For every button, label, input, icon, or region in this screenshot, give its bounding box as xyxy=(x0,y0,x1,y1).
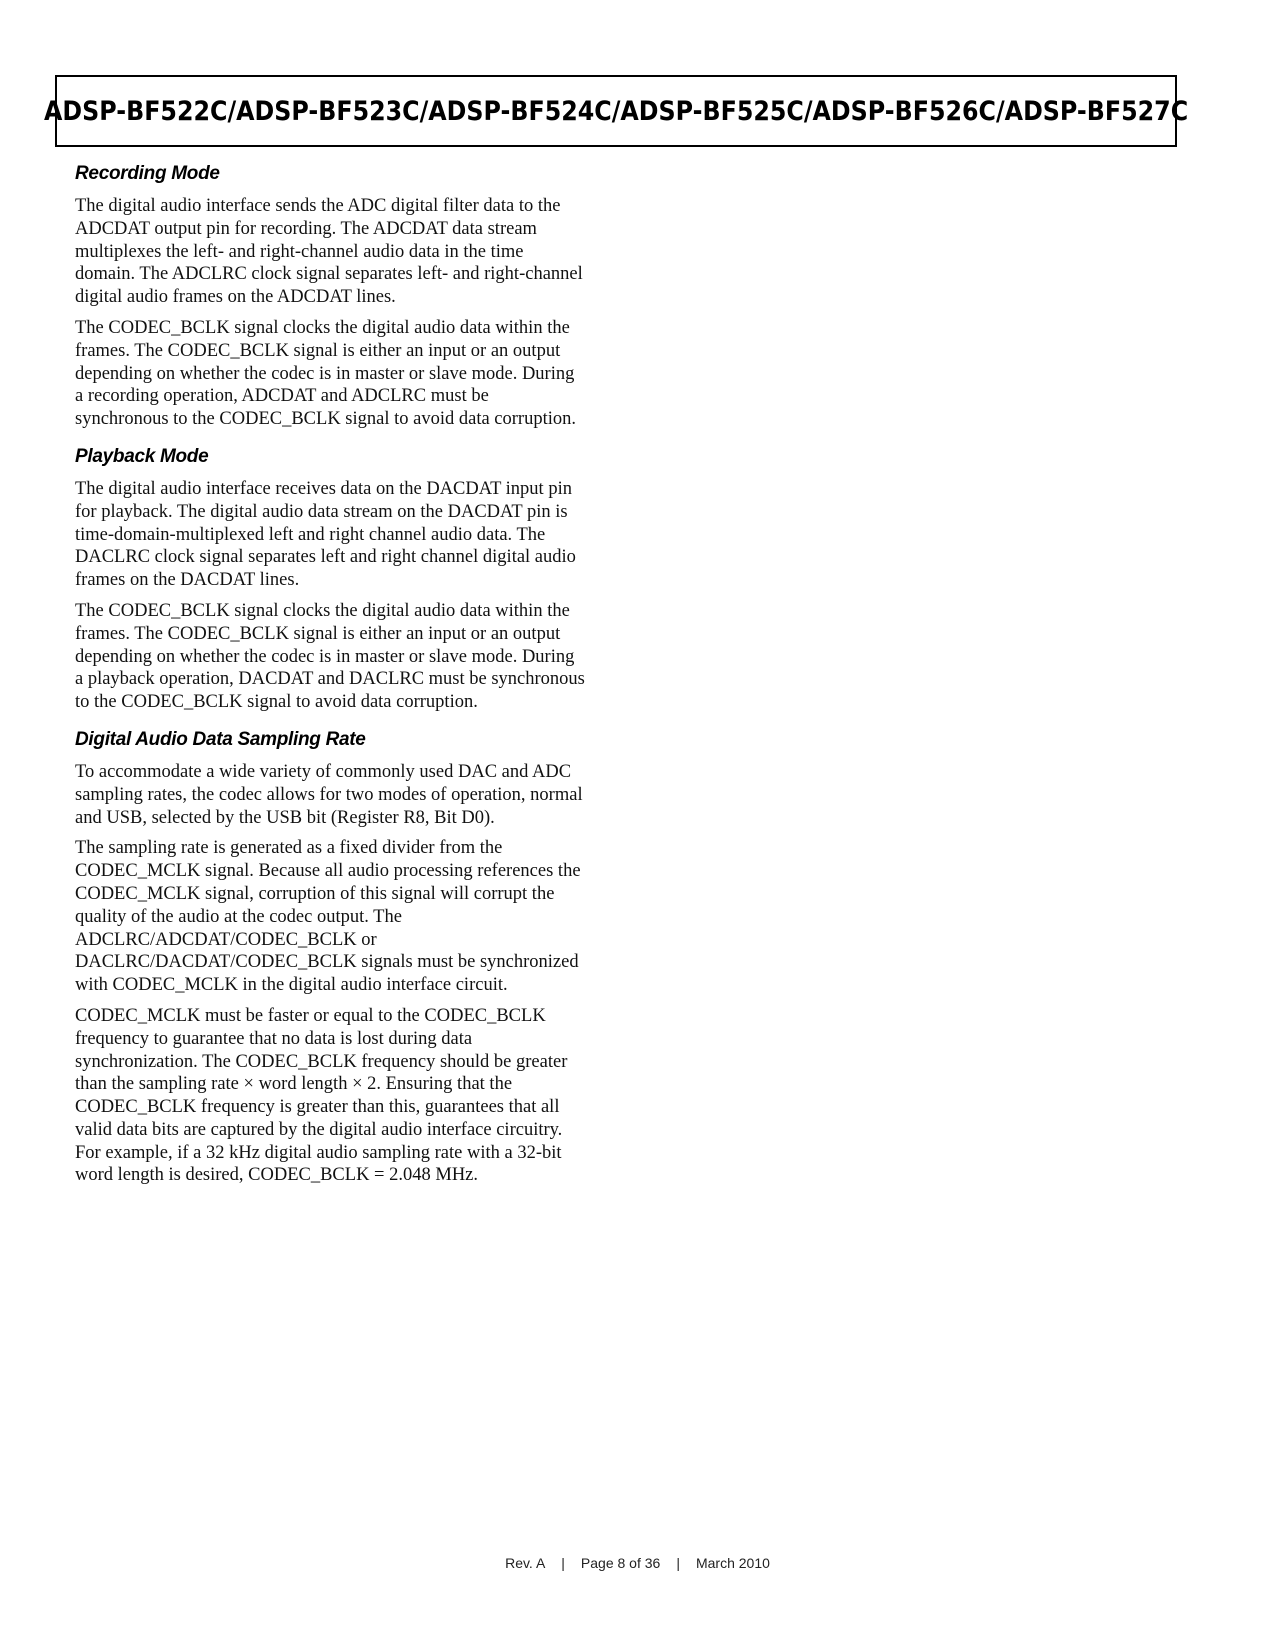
section-playback-mode xyxy=(75,445,585,714)
footer-separator: | xyxy=(676,1555,680,1571)
page-header xyxy=(43,75,1189,147)
footer-revision: Rev. A xyxy=(505,1555,546,1571)
section-heading: Recording Mode xyxy=(75,163,220,184)
text-column xyxy=(75,162,585,1195)
footer-separator: | xyxy=(561,1555,565,1571)
page-footer xyxy=(0,1555,1275,1571)
footer-date: March 2010 xyxy=(695,1555,770,1571)
paragraph: The CODEC_BCLK signal clocks the digital audio data within the frames. The CODEC_BCLK signal is either an input or an output depending on whether the codec is in master or slave mode. During a playback operation, DACDAT and DACLRC must be synchronous to the CODEC_BCLK signal to avoid data corruption. xyxy=(75,600,585,713)
paragraph: CODEC_MCLK must be faster or equal to the CODEC_BCLK frequency to guarantee that no data is lost during data synchronization. The CODEC_BCLK frequency should be greater than the sampling rate × word length × 2. Ensuring that the CODEC_BCLK frequency is greater than this, guarantees that all valid data bits are captured by the digital audio interface circuitry. For example, if a 32 kHz digital audio sampling rate with a 32-bit word length is desired, CODEC_BCLK = 2.048 MHz. xyxy=(75,1005,568,1186)
paragraph: The sampling rate is generated as a fixed divider from the CODEC_MCLK signal. Because all audio processing references the CODEC_MCLK signal, corruption of this signal will corrupt the quality of the audio at the codec output. The ADCLRC/ADCDAT/CODEC_BCLK or DACLRC/DACDAT/CODEC_BCLK signals must be synchronized with CODEC_MCLK in the digital audio interface circuit. xyxy=(75,838,581,996)
paragraph: The digital audio interface sends the ADC digital filter data to the ADCDAT output pin for recording. The ADCDAT data stream multiplexes the left- and right-channel audio data in the time domain. The ADCLRC clock signal separates left- and right-channel digital audio frames on the ADCDAT lines. xyxy=(75,196,583,308)
document-title: ADSP-BF522C/ADSP-BF523C/ADSP-BF524C/ADSP-BF525C/ADSP-BF526C/ADSP-BF527C xyxy=(43,95,1189,127)
paragraph: To accommodate a wide variety of commonly used DAC and ADC sampling rates, the codec allows for two modes of operation, normal and USB, selected by the USB bit (Register R8, Bit D0). xyxy=(75,761,583,828)
section-heading: Digital Audio Data Sampling Rate xyxy=(75,728,366,750)
paragraph: The CODEC_BCLK signal clocks the digital audio data within the frames. The CODEC_BCLK signal is either an input or an output depending on whether the codec is in master or slave mode. During a recording operation, ADCDAT and ADCLRC must be synchronous to the CODEC_BCLK signal to avoid data corruption. xyxy=(75,317,576,430)
footer-page-number: Page 8 of 36 xyxy=(580,1555,661,1571)
paragraph: The digital audio interface receives data on the DACDAT input pin for playback. The digital audio data stream on the DACDAT pin is time-domain-multiplexed left and right channel audio data. The DACLRC clock signal separates left and right channel digital audio frames on the DACDAT lines. xyxy=(75,478,576,591)
section-recording-mode xyxy=(75,162,585,431)
section-heading: Playback Mode xyxy=(75,445,209,467)
section-sampling-rate xyxy=(75,728,585,1187)
